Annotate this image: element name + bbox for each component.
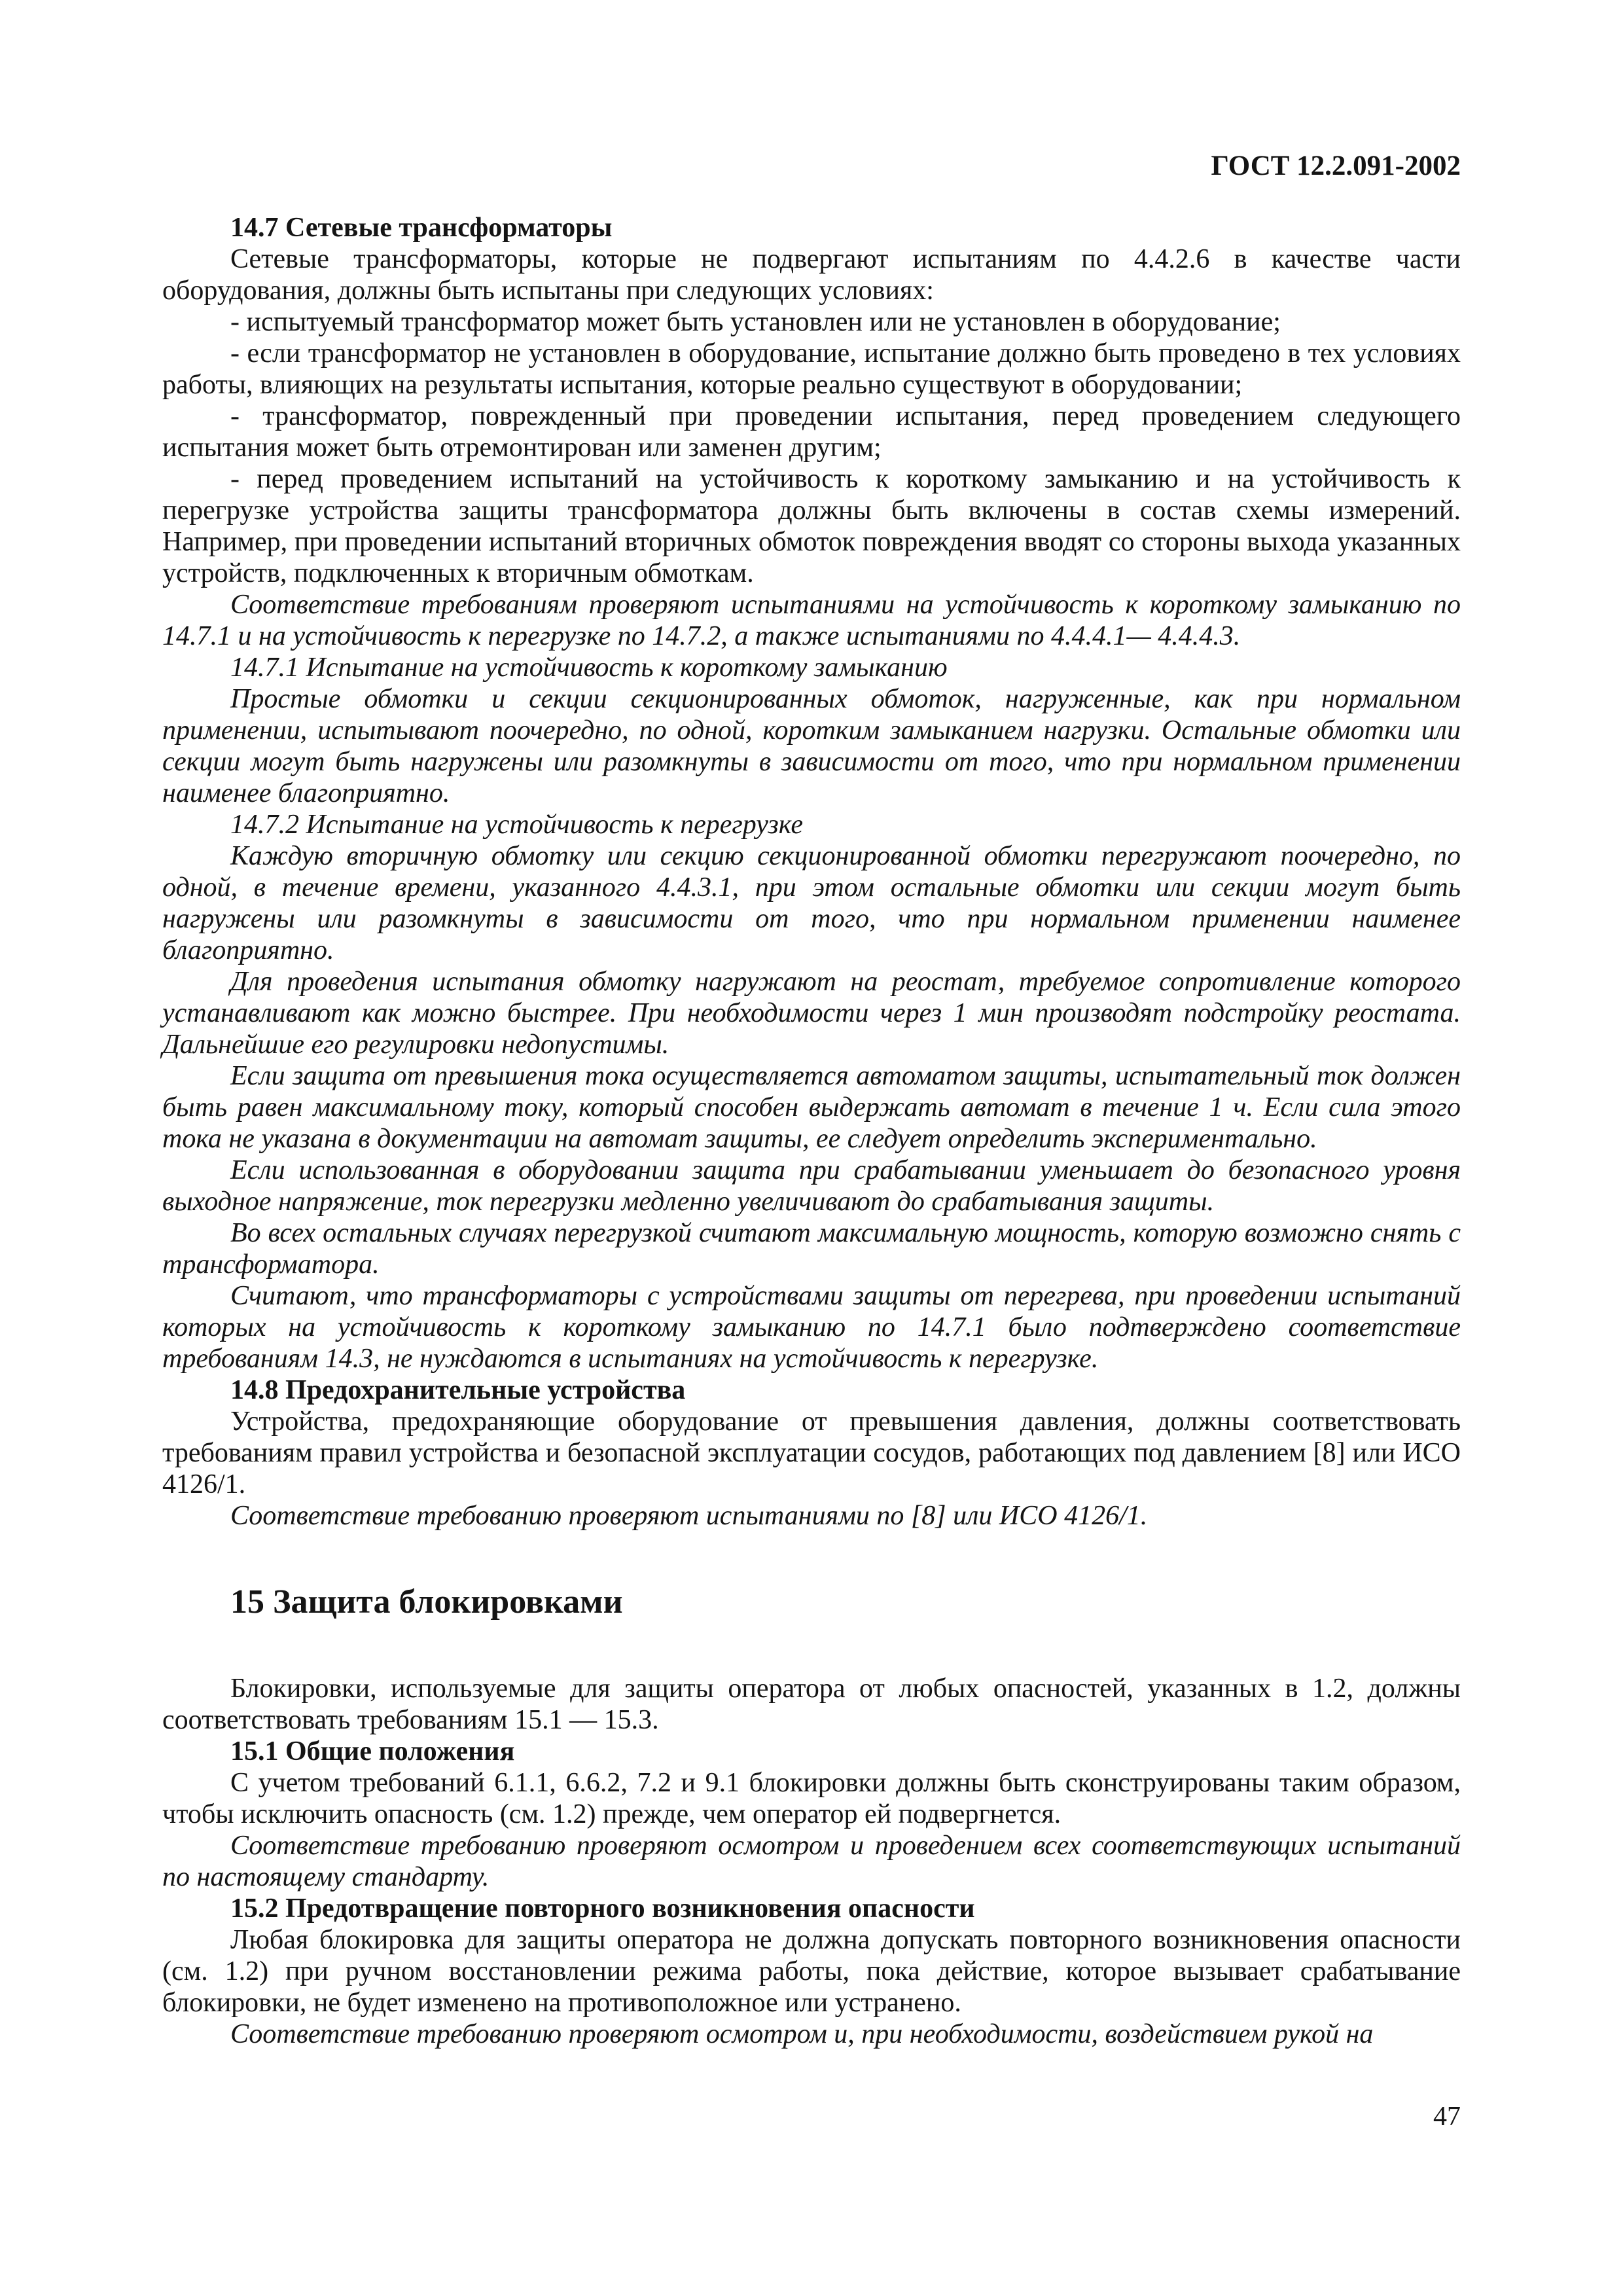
paragraph: - трансформатор, поврежденный при проведении испытания, перед проведением следующего испытания может быть отремонтирован или заменен другим; — [162, 401, 1461, 463]
page-number: 47 — [1433, 2102, 1461, 2132]
paragraph: Считают, что трансформаторы с устройствами защиты от перегрева, при проведении испытаний которых на устойчивость к короткому замыканию по 14.7.1 было подтверждено соответствие требованиям 14.3, не нуждаются в испытаниях на устойчивость к перегрузке. — [162, 1281, 1461, 1374]
paragraph: Сетевые трансформаторы, которые не подвергают испытаниям по 4.4.2.6 в качестве части оборудования, должны быть испытаны при следующих условиях: — [162, 244, 1461, 306]
paragraph: - если трансформатор не установлен в оборудование, испытание должно быть проведено в тех условиях работы, влияющих на результаты испытания, которые реально существуют в оборудовании; — [162, 338, 1461, 400]
paragraph: Если использованная в оборудовании защита при срабатывании уменьшает до безопасного уровня выходное напряжение, ток перегрузки медленно увеличивают до срабатывания защиты. — [162, 1155, 1461, 1217]
paragraph: - испытуемый трансформатор может быть установлен или не установлен в оборудование; — [230, 307, 1281, 337]
document-id-header: ГОСТ 12.2.091-2002 — [1211, 151, 1461, 181]
section-heading: 15.2 Предотвращение повторного возникновения опасности — [230, 1893, 975, 1924]
paragraph: Каждую вторичную обмотку или секцию секционированной обмотки перегружают поочередно, по одной, в течение времени, указанного 4.4.3.1, при этом остальные обмотки или секции могут быть нагружены или разомкнуты в зависимости от того, что при нормальном применении наименее благоприятно. — [162, 841, 1461, 965]
paragraph: - перед проведением испытаний на устойчивость к короткому замыканию и на устойчивость к перегрузке устройства защиты трансформатора должны быть включены в состав схемы измерений. Например, при проведении испытаний вторичных обмоток повреждения вводят со стороны выхода указанных устройств, подключенных к вторичным обмоткам. — [162, 464, 1461, 588]
section-heading: 15.1 Общие положения — [230, 1736, 515, 1767]
paragraph: Для проведения испытания обмотку нагружают на реостат, требуемое сопротивление которого устанавливают как можно быстрее. При необходимости через 1 мин производят подстройку реостата. Дальнейшие его регулировки недопустимы. — [162, 967, 1461, 1060]
section-heading: 14.8 Предохранительные устройства — [230, 1375, 686, 1405]
section-heading: 14.7 Сетевые трансформаторы — [230, 213, 613, 243]
paragraph: 14.7.2 Испытание на устойчивость к перегрузке — [230, 810, 803, 840]
paragraph: Устройства, предохраняющие оборудование от превышения давления, должны соответствовать требованиям правил устройства и безопасной эксплуатации сосудов, работающих под давлением [8] или ИСО 4126/1. — [162, 1407, 1461, 1499]
paragraph: Соответствие требованиям проверяют испытаниями на устойчивость к короткому замыканию по 14.7.1 и на устойчивость к перегрузке по 14.7.2, а также испытаниями по 4.4.4.1— 4.4.4.3. — [162, 590, 1461, 651]
paragraph: Любая блокировка для защиты оператора не должна допускать повторного возникновения опасности (см. 1.2) при ручном восстановлении режима работы, пока действие, которое вызывает срабатывание блокировки, не будет изменено на противоположное или устранено. — [162, 1925, 1461, 2018]
paragraph: Соответствие требованию проверяют осмотром и, при необходимости, воздействием рукой на — [230, 2019, 1374, 2049]
paragraph: Во всех остальных случаях перегрузкой считают максимальную мощность, которую возможно снять с трансформатора. — [162, 1218, 1461, 1280]
paragraph: Если защита от превышения тока осуществляется автоматом защиты, испытательный ток должен быть равен максимальному току, который способен выдержать автомат в течение 1 ч. Если сила этого тока не указана в документации на автомат защиты, ее следует определить экспериментально. — [162, 1061, 1461, 1154]
paragraph: 14.7.1 Испытание на устойчивость к короткому замыканию — [230, 653, 948, 683]
paragraph: Простые обмотки и секции секционированных обмоток, нагруженные, как при нормальном применении, испытывают поочередно, по одной, коротким замыканием нагрузки. Остальные обмотки или секции могут быть нагружены или разомкнуты в зависимости от того, что при нормальном применении наименее благоприятно. — [162, 684, 1461, 808]
paragraph: Блокировки, используемые для защиты оператора от любых опасностей, указанных в 1.2, должны соответствовать требованиям 15.1 — 15.3. — [162, 1674, 1461, 1735]
chapter-heading: 15 Защита блокировками — [230, 1583, 623, 1621]
section-14-7-14-8 — [162, 212, 1461, 1532]
paragraph: Соответствие требованию проверяют испытаниями по [8] или ИСО 4126/1. — [230, 1501, 1148, 1531]
paragraph: С учетом требований 6.1.1, 6.6.2, 7.2 и 9.1 блокировки должны быть сконструированы таким образом, чтобы исключить опасность (см. 1.2) прежде, чем оператор ей подвергнется. — [162, 1768, 1461, 1829]
section-15 — [162, 1673, 1461, 2050]
document-body — [162, 212, 1461, 2050]
paragraph: Соответствие требованию проверяют осмотром и проведением всех соответствующих испытаний по настоящему стандарту. — [162, 1831, 1461, 1892]
